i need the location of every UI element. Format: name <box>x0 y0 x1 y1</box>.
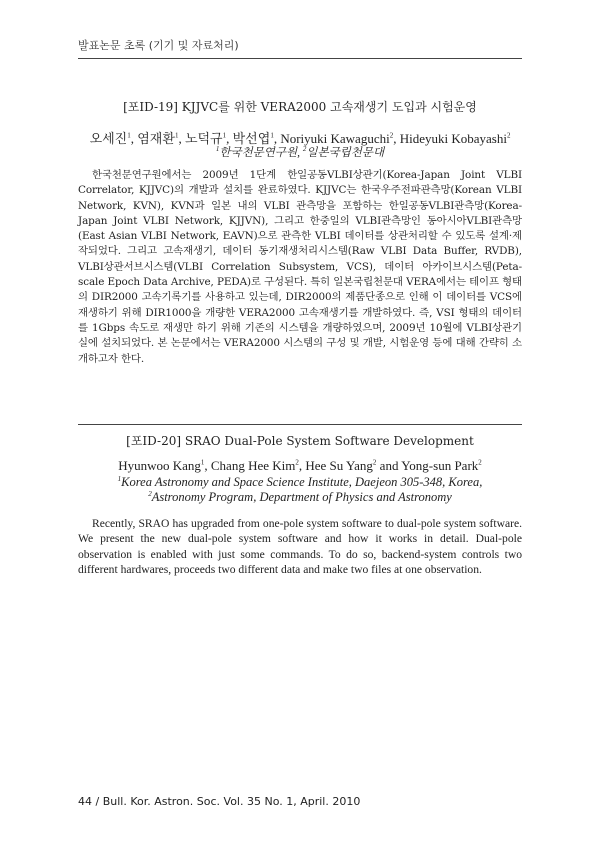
author-sep: , <box>393 131 400 146</box>
paper-1-affiliations <box>78 146 522 161</box>
author-sep: and <box>376 458 402 473</box>
author-name: 오세진 <box>89 131 128 146</box>
author-sup: 2 <box>478 458 482 467</box>
author-sep: , <box>273 131 281 146</box>
author-sep: , <box>178 131 185 146</box>
author-name: Hee Su Yang <box>305 458 373 473</box>
affil-text: Korea Astronomy and Space Science Institute, Daejeon 305-348, Korea, <box>121 475 483 489</box>
paper-2-title: [포ID-20] SRAO Dual-Pole System Software Development <box>126 434 474 448</box>
abstract-text: 한국천문연구원에서는 2009년 1단계 한일공동VLBI상관기(Korea-Japan Joint VLBI Correlator, KJJVC)의 개발과 설치를 완료하였다. KJJVC는 한국우주전파관측망(Korean VLBI Network, KVN), KVN과 일본 내의 VLBI 관측망을 포함하는 한일공동VLBI관측망(Korea-Japan Joint VLBI Network, KJJVN), 그리고 한중일의 VLBI관측망인 동아시아VLBI관측망(East Asian VLBI Network, EAVN)으로 관측한 VLBI 데이터를 상관처리할 수 있도록 설계·제작되었다. 그리고 고속재생기, 데이터 동기재생처리시스템(Raw VLBI Data Buffer, RVDB), VLBI상관서브시스템(VLBI Correlation Subsystem, VCS), 데이터 아카이브시스템(Peta-scale Epoch Data Archive, PEDA)로 구성된다. 특히 일본국립천문대 VERA에서는 테이프 형태의 DIR2000 고속기록기를 사용하고 있는데, DIR2000의 제품단종으로 인해 이 데이터를 VCS에 재생하기 위해 DIR1000을 개량한 VERA2000 고속재생기를 개발하였다. 즉, VSI 형태의 데이터를 1Gbps 속도로 재생만 하기 위해 기존의 시스템을 개량하였으며, 2009년 10월에 VLBI상관기실에 설치되었다. 본 논문에서는 VERA2000 시스템의 구성 및 개발, 시험운영 등에 대해 간략히 소개하고자 한다. <box>78 169 522 365</box>
author-name: Noriyuki Kawaguchi <box>280 131 390 146</box>
author-sep: , <box>298 458 306 473</box>
section-divider <box>78 424 522 425</box>
author-name: Hideyuki Kobayashi <box>399 131 507 146</box>
author-sup: 1 <box>174 131 179 140</box>
paper-1-abstract <box>78 168 522 367</box>
affil-text: Astronomy Program, Department of Physics and Astronomy <box>151 490 452 504</box>
paper-1-title: [포ID-19] KJJVC를 위한 VERA2000 고속재생기 도입과 시험운영 <box>123 100 477 114</box>
author-sup: 2 <box>506 131 511 140</box>
author-name: Yong-sun Park <box>401 458 479 473</box>
paper-2-abstract <box>78 516 522 577</box>
author-sep: , <box>130 131 138 146</box>
affil-text: 한국천문연구원, <box>219 147 303 159</box>
page-footer: 44 / Bull. Kor. Astron. Soc. Vol. 35 No. 1, April. 2010 <box>78 795 361 808</box>
author-sup: 1 <box>222 131 227 140</box>
author-name: Chang Hee Kim <box>210 458 296 473</box>
author-sep: , <box>226 131 233 146</box>
author-sep: , <box>204 458 211 473</box>
affil-sup: 1 <box>215 145 220 154</box>
author-name: 염재환 <box>137 131 175 146</box>
author-sup: 2 <box>295 458 299 467</box>
running-head: 발표논문 초록 (기기 및 자료처리) <box>78 39 239 52</box>
affil-text: 일본국립천문대 <box>306 147 385 159</box>
paper-2-authors <box>78 458 522 474</box>
paper-2-affiliation-line-1 <box>78 475 522 490</box>
author-name: 노덕규 <box>184 131 223 146</box>
author-sup: 1 <box>270 131 274 140</box>
paper-2-affiliation-line-2 <box>78 490 522 505</box>
author-sup: 2 <box>372 458 377 467</box>
affil-sup: 1 <box>117 474 122 483</box>
author-sup: 1 <box>127 131 131 140</box>
affil-sup: 2 <box>302 145 307 154</box>
author-sup: 2 <box>389 131 394 140</box>
author-sup: 1 <box>200 458 205 467</box>
abstract-text: Recently, SRAO has upgraded from one-pole system software to dual-pole system software. We present the new dual-pole system software and how it works in detail. Dual-pole observation is enabled with just some commands. To do so, backend-system controls two different hardwares, proceeds two different data and make two files at one observation. <box>78 517 522 576</box>
author-name: 박선엽 <box>232 131 271 146</box>
author-name: Hyunwoo Kang <box>118 458 201 473</box>
paper-1-authors <box>78 128 522 147</box>
header-rule <box>78 58 522 59</box>
affil-sup: 2 <box>148 489 152 498</box>
